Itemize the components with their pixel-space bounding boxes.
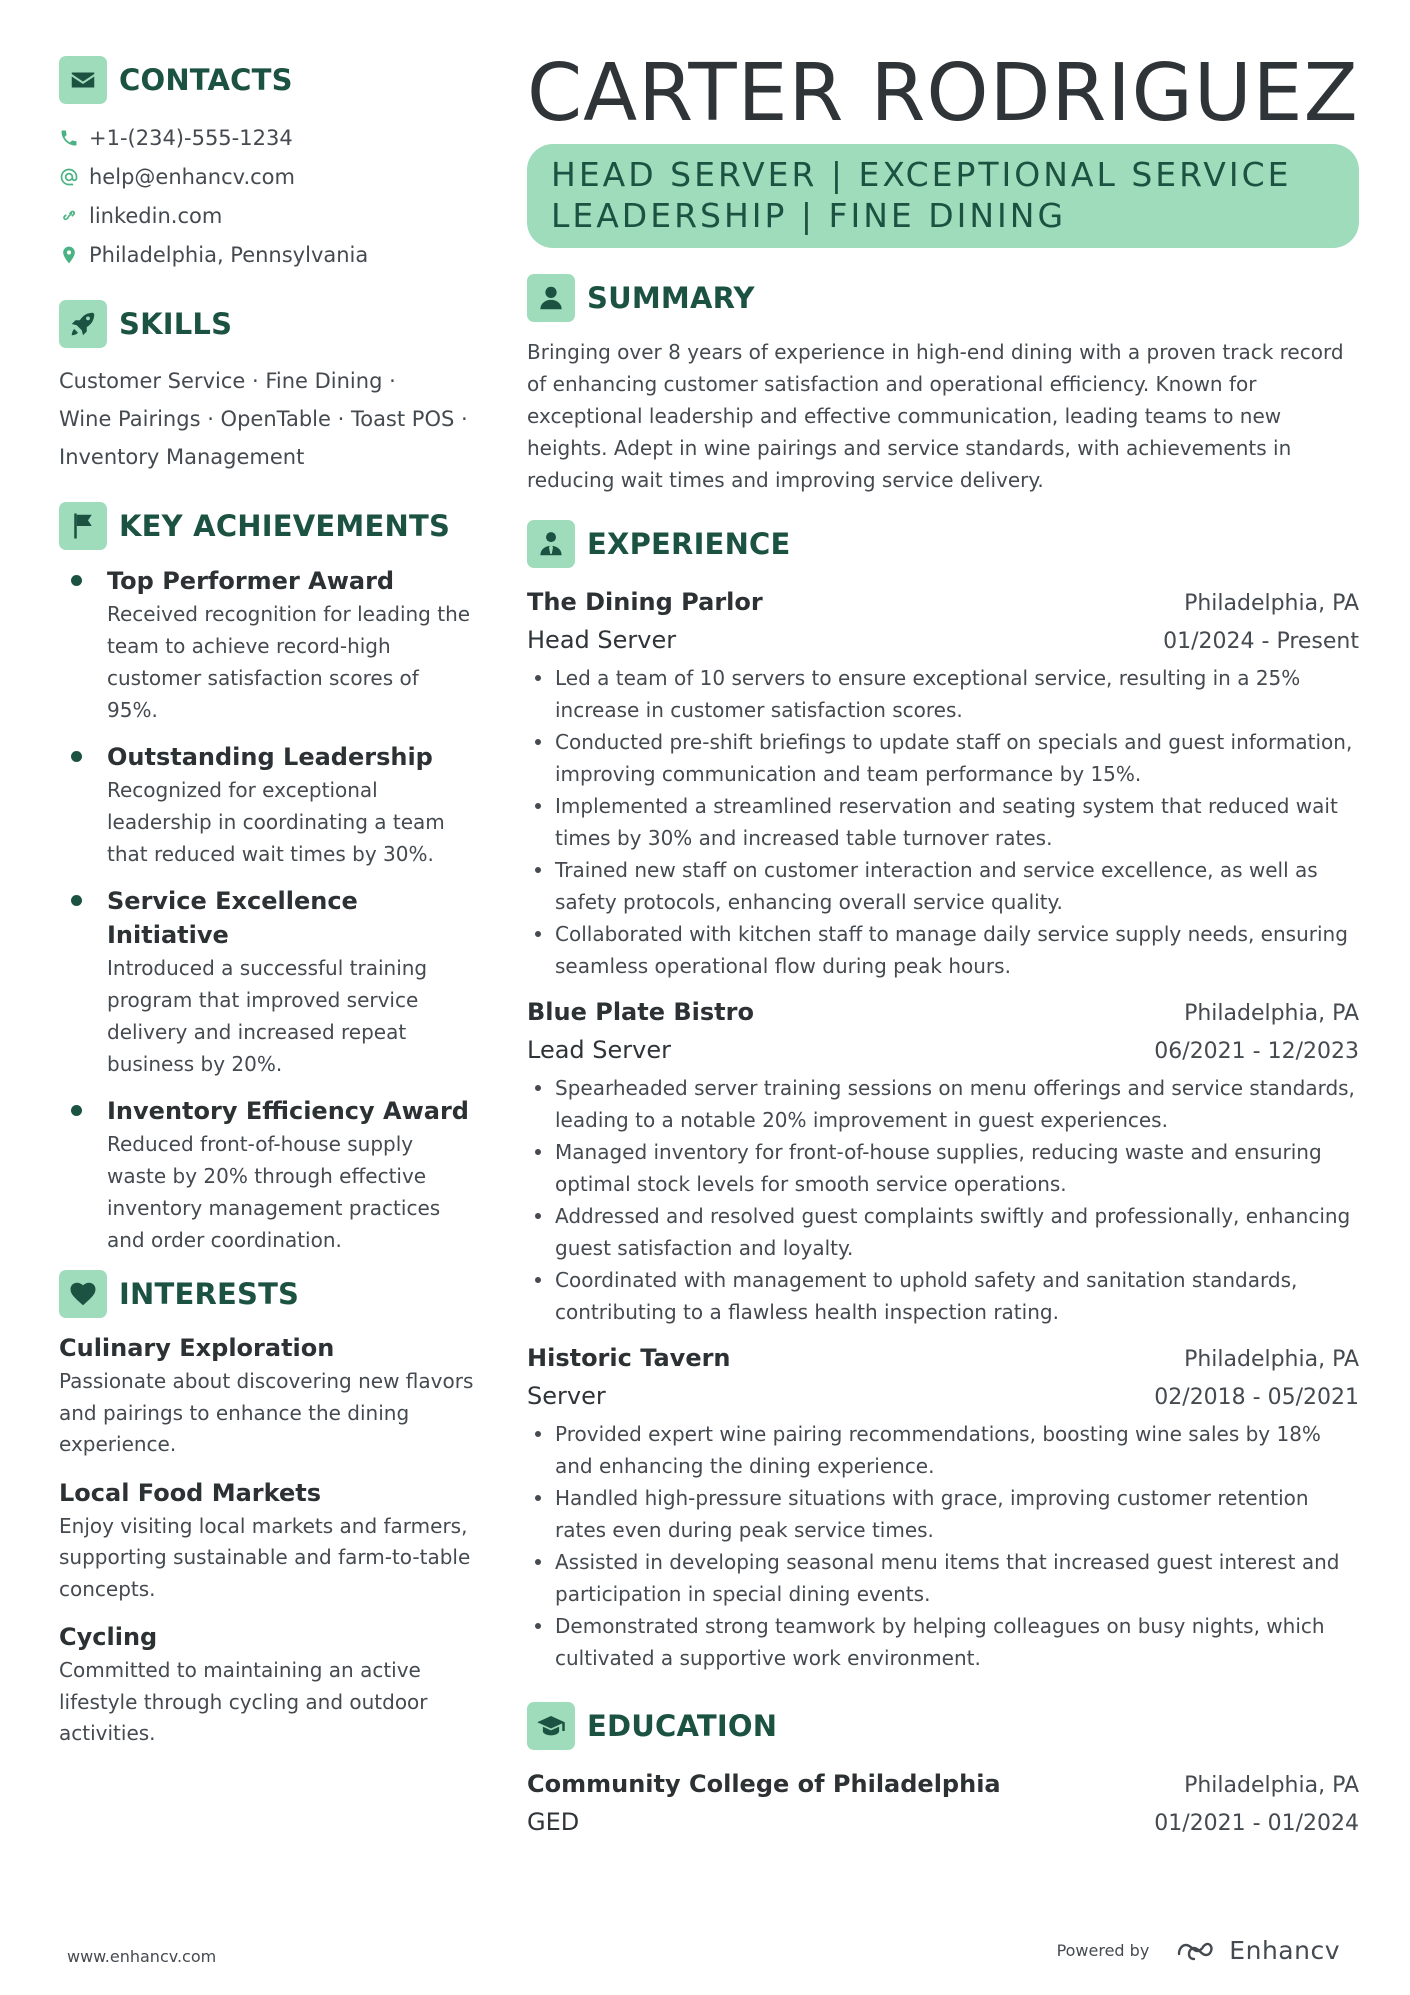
achievement-title: Top Performer Award xyxy=(107,567,395,595)
phone-icon xyxy=(59,128,79,148)
company-name: The Dining Parlor xyxy=(527,588,763,616)
graduation-cap-icon xyxy=(527,1702,575,1750)
enhancv-logo xyxy=(1175,1936,1340,1965)
job-bullet: Collaborated with kitchen staff to manage daily service supply needs, ensuring seamless operational flow during peak hours. xyxy=(527,918,1359,982)
skills-header xyxy=(59,300,474,348)
achievement-desc: Recognized for exceptional leadership in coordinating a team that reduced wait times by 30%. xyxy=(107,778,445,866)
skills-section xyxy=(59,300,474,476)
contact-list xyxy=(59,118,474,274)
education-section xyxy=(527,1702,1359,1842)
achievements-list xyxy=(59,564,474,1256)
interests-section xyxy=(59,1270,474,1750)
achievement-item xyxy=(59,564,474,726)
contact-linkedin[interactable] xyxy=(59,196,474,235)
job-role: Server xyxy=(527,1382,606,1410)
powered-by-label: Powered by xyxy=(1056,1941,1150,1960)
at-icon xyxy=(59,167,79,187)
summary-section xyxy=(527,274,1359,496)
education-entry xyxy=(527,1766,1359,1842)
skills-line: Wine Pairings · OpenTable · Toast POS · xyxy=(59,407,468,431)
interest-title: Culinary Exploration xyxy=(59,1334,335,1362)
user-tie-icon xyxy=(527,520,575,568)
job-bullet: Provided expert wine pairing recommendations, boosting wine sales by 18% and enhancing the dining experience. xyxy=(527,1418,1359,1482)
location-text: Philadelphia, Pennsylvania xyxy=(89,242,369,267)
job-header-row xyxy=(527,1340,1359,1378)
achievement-desc: Reduced front-of-house supply waste by 20% through effective inventory management practices and order coordination. xyxy=(107,1132,441,1252)
contacts-title: CONTACTS xyxy=(119,63,293,97)
link-icon xyxy=(59,206,79,226)
school-location: Philadelphia, PA xyxy=(1184,1773,1359,1798)
achievement-title: Inventory Efficiency Award xyxy=(107,1097,469,1125)
contact-email[interactable] xyxy=(59,157,474,196)
school-name: Community College of Philadelphia xyxy=(527,1770,1001,1798)
bullet-dot xyxy=(71,1105,82,1116)
job-bullet: Spearheaded server training sessions on menu offerings and service standards, leading to a notable 20% improvement in guest experiences. xyxy=(527,1072,1359,1136)
achievements-header xyxy=(59,502,474,550)
job-role-row xyxy=(527,622,1359,660)
achievements-section xyxy=(59,502,474,1256)
experience-title: EXPERIENCE xyxy=(587,527,791,561)
right-column xyxy=(527,48,1359,1842)
job-bullet: Led a team of 10 servers to ensure exceptional service, resulting in a 25% increase in customer satisfaction scores. xyxy=(527,662,1359,726)
job-location: Philadelphia, PA xyxy=(1184,1001,1359,1026)
job-entry xyxy=(527,584,1359,982)
footer-branding[interactable] xyxy=(1057,1936,1340,1965)
interests-list xyxy=(59,1330,474,1750)
job-role-row xyxy=(527,1378,1359,1416)
job-header-row xyxy=(527,994,1359,1032)
job-bullets xyxy=(527,1072,1359,1328)
education-header-row xyxy=(527,1766,1359,1804)
job-bullet: Demonstrated strong teamwork by helping colleagues on busy nights, which cultivated a supportive work environment. xyxy=(527,1610,1359,1674)
job-role: Lead Server xyxy=(527,1036,671,1064)
job-entry xyxy=(527,1340,1359,1674)
interest-title: Local Food Markets xyxy=(59,1478,321,1507)
job-entry xyxy=(527,994,1359,1328)
achievements-title: KEY ACHIEVEMENTS xyxy=(119,509,451,543)
interest-item xyxy=(59,1330,474,1461)
rocket-icon xyxy=(59,300,107,348)
company-name: Blue Plate Bistro xyxy=(527,998,754,1026)
skills-title: SKILLS xyxy=(119,307,233,341)
experience-section xyxy=(527,520,1359,1674)
experience-header xyxy=(527,520,1359,568)
summary-text: Bringing over 8 years of experience in high-end dining with a proven track record of enhancing customer satisfaction and operational efficiency. Known for exceptional leadership and effective communication, leading teams to new heights. Adept in wine pairings and service standards, with achievements in reducing wait times and improving service delivery. xyxy=(527,340,1344,492)
achievement-item xyxy=(59,740,474,870)
interest-item xyxy=(59,1475,474,1606)
achievement-desc: Introduced a successful training program that improved service delivery and increased repeat business by 20%. xyxy=(107,956,428,1076)
bullet-dot xyxy=(71,751,82,762)
achievement-title: Outstanding Leadership xyxy=(107,743,433,771)
job-role: Head Server xyxy=(527,626,677,654)
job-bullet: Coordinated with management to uphold safety and sanitation standards, contributing to a flawless health inspection rating. xyxy=(527,1264,1359,1328)
brand-name: Enhancv xyxy=(1229,1936,1340,1965)
job-bullets xyxy=(527,662,1359,982)
summary-title: SUMMARY xyxy=(587,281,755,315)
interest-item xyxy=(59,1619,474,1750)
interests-header xyxy=(59,1270,474,1318)
skills-line: Customer Service · Fine Dining · xyxy=(59,369,396,393)
summary-header xyxy=(527,274,1359,322)
interest-desc: Passionate about discovering new flavors and pairings to enhance the dining experience. xyxy=(59,1369,474,1456)
job-bullet: Conducted pre-shift briefings to update staff on specials and guest information, improving communication and team performance by 15%. xyxy=(527,726,1359,790)
job-bullet: Assisted in developing seasonal menu items that increased guest interest and participation in special dining events. xyxy=(527,1546,1359,1610)
contacts-header xyxy=(59,56,474,104)
contact-phone[interactable] xyxy=(59,118,474,157)
contacts-section xyxy=(59,56,474,274)
education-degree-row xyxy=(527,1804,1359,1842)
achievement-item xyxy=(59,884,474,1080)
linkedin-text: linkedin.com xyxy=(89,203,223,228)
bullet-dot xyxy=(71,895,82,906)
contact-location xyxy=(59,235,474,274)
bullet-dot xyxy=(71,575,82,586)
headline-banner: HEAD SERVER | EXCEPTIONAL SERVICE LEADERSHIP | FINE DINING xyxy=(527,144,1359,248)
achievement-item xyxy=(59,1094,474,1256)
candidate-name: CARTER RODRIGUEZ xyxy=(527,47,1359,139)
job-bullet: Managed inventory for front-of-house supplies, reducing waste and ensuring optimal stock levels for smooth service operations. xyxy=(527,1136,1359,1200)
user-icon xyxy=(527,274,575,322)
education-dates: 01/2021 - 01/2024 xyxy=(1154,1811,1359,1836)
company-name: Historic Tavern xyxy=(527,1344,731,1372)
job-dates: 02/2018 - 05/2021 xyxy=(1154,1385,1359,1410)
heart-icon xyxy=(59,1270,107,1318)
footer-website[interactable]: www.enhancv.com xyxy=(67,1947,217,1966)
job-bullet: Addressed and resolved guest complaints swiftly and professionally, enhancing guest satisfaction and loyalty. xyxy=(527,1200,1359,1264)
job-location: Philadelphia, PA xyxy=(1184,591,1359,616)
job-bullet: Handled high-pressure situations with grace, improving customer retention rates even during peak service times. xyxy=(527,1482,1359,1546)
interest-desc: Enjoy visiting local markets and farmers, supporting sustainable and farm-to-table concepts. xyxy=(59,1513,471,1601)
job-dates: 01/2024 - Present xyxy=(1163,629,1359,654)
job-bullet: Implemented a streamlined reservation and seating system that reduced wait times by 30% and increased table turnover rates. xyxy=(527,790,1359,854)
job-location: Philadelphia, PA xyxy=(1184,1347,1359,1372)
job-bullet: Trained new staff on customer interaction and service excellence, as well as safety protocols, enhancing overall service quality. xyxy=(527,854,1359,918)
job-bullets xyxy=(527,1418,1359,1674)
map-pin-icon xyxy=(59,245,79,265)
enhancv-logo-icon xyxy=(1175,1938,1221,1964)
interests-title: INTERESTS xyxy=(119,1277,300,1311)
degree: GED xyxy=(527,1808,580,1836)
phone-text: +1-(234)-555-1234 xyxy=(89,125,293,150)
job-header-row xyxy=(527,584,1359,622)
flag-icon xyxy=(59,502,107,550)
skills-line: Inventory Management xyxy=(59,445,305,469)
education-title: EDUCATION xyxy=(587,1709,778,1743)
education-header xyxy=(527,1702,1359,1750)
left-column xyxy=(59,56,474,1764)
skills-list xyxy=(59,362,474,476)
achievement-title: Service Excellence Initiative xyxy=(107,887,358,949)
job-role-row xyxy=(527,1032,1359,1070)
achievement-desc: Received recognition for leading the team to achieve record-high customer satisfaction scores of 95%. xyxy=(107,602,471,722)
interest-desc: Committed to maintaining an active lifestyle through cycling and outdoor activities. xyxy=(59,1658,428,1745)
envelope-icon xyxy=(59,56,107,104)
job-dates: 06/2021 - 12/2023 xyxy=(1154,1039,1359,1064)
interest-title: Cycling xyxy=(59,1623,158,1651)
email-text: help@enhancv.com xyxy=(89,164,295,189)
